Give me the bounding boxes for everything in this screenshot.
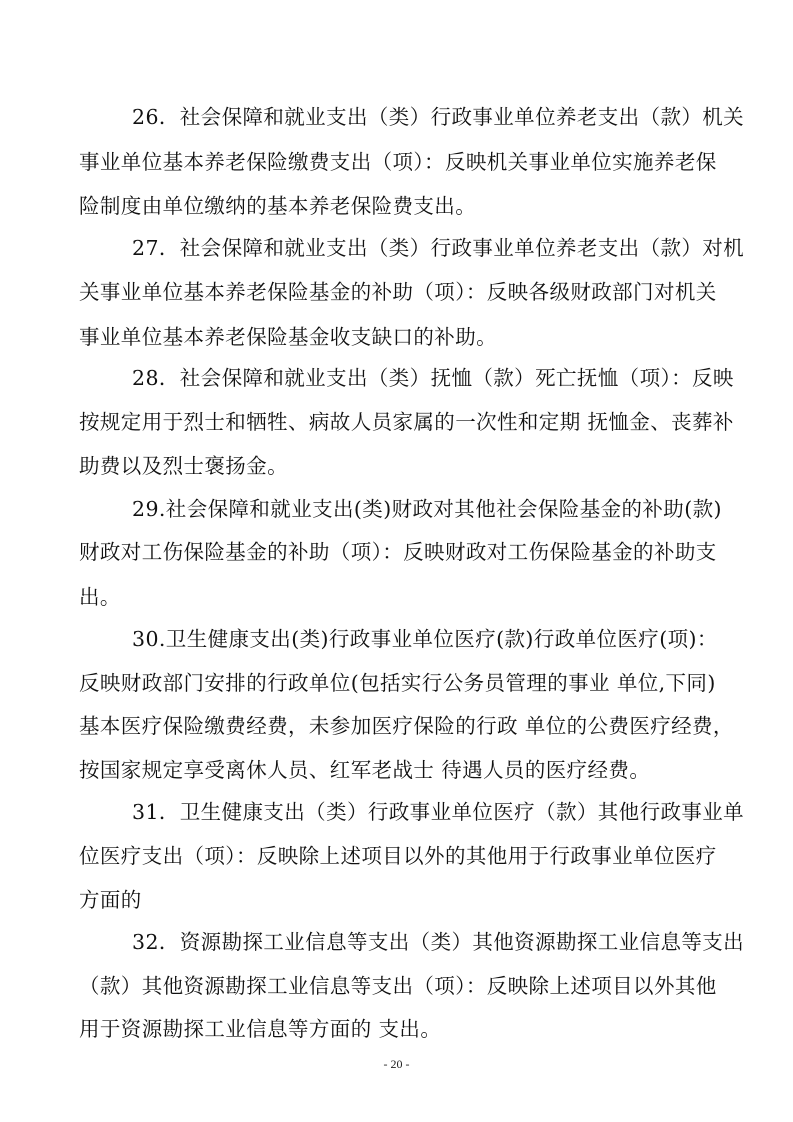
paragraph-line: 32．资源勘探工业信息等支出（类）其他资源勘探工业信息等支出 (132, 930, 745, 954)
paragraph-line: 按国家规定享受离休人员、红军老战士 待遇人员的医疗经费。 (79, 758, 651, 782)
paragraph-line: （款）其他资源勘探工业信息等支出（项）：反映除上述项目以外其他 (79, 974, 717, 998)
paragraph-line: 26．社会保障和就业支出（类）行政事业单位养老支出（款）机关 (132, 105, 745, 129)
paragraph-line: 出。 (79, 585, 121, 609)
paragraph-line: 29.社会保障和就业支出(类)财政对其他社会保险基金的补助(款) (132, 497, 722, 521)
paragraph-line: 事业单位基本养老保险缴费支出（项）：反映机关事业单位实施养老保 (79, 150, 717, 174)
paragraph-line: 助费以及烈士褒扬金。 (79, 454, 288, 478)
paragraph-line: 按规定用于烈士和牺牲、病故人员家属的一次性和定期 抚恤金、丧葬补 (79, 410, 734, 434)
paragraph-line: 用于资源勘探工业信息等方面的 支出。 (79, 1017, 442, 1041)
page-number: - 20 - (383, 1057, 410, 1071)
paragraph-line: 30.卫生健康支出(类)行政事业单位医疗(款)行政单位医疗(项)： (132, 627, 718, 651)
paragraph-line: 反映财政部门安排的行政单位(包括实行公务员管理的事业 单位,下同) (79, 671, 716, 695)
paragraph-line: 28．社会保障和就业支出（类）抚恤（款）死亡抚恤（项）：反映 (132, 366, 734, 390)
paragraph-line: 方面的 (79, 888, 142, 912)
paragraph-line: 财政对工伤保险基金的补助（项）：反映财政对工伤保险基金的补助支 (79, 540, 717, 564)
paragraph-line: 事业单位基本养老保险基金收支缺口的补助。 (79, 325, 497, 349)
paragraph-line: 位医疗支出（项）：反映除上述项目以外的其他用于行政事业单位医疗 (79, 844, 717, 868)
paragraph-line: 27．社会保障和就业支出（类）行政事业单位养老支出（款）对机 (132, 236, 745, 260)
paragraph-line: 险制度由单位缴纳的基本养老保险费支出。 (79, 194, 477, 218)
paragraph-line: 基本医疗保险缴费经费，未参加医疗保险的行政 单位的公费医疗经费， (79, 714, 734, 738)
paragraph-line: 关事业单位基本养老保险基金的补助（项）：反映各级财政部门对机关 (79, 280, 717, 304)
paragraph-line: 31．卫生健康支出（类）行政事业单位医疗（款）其他行政事业单 (132, 800, 745, 824)
